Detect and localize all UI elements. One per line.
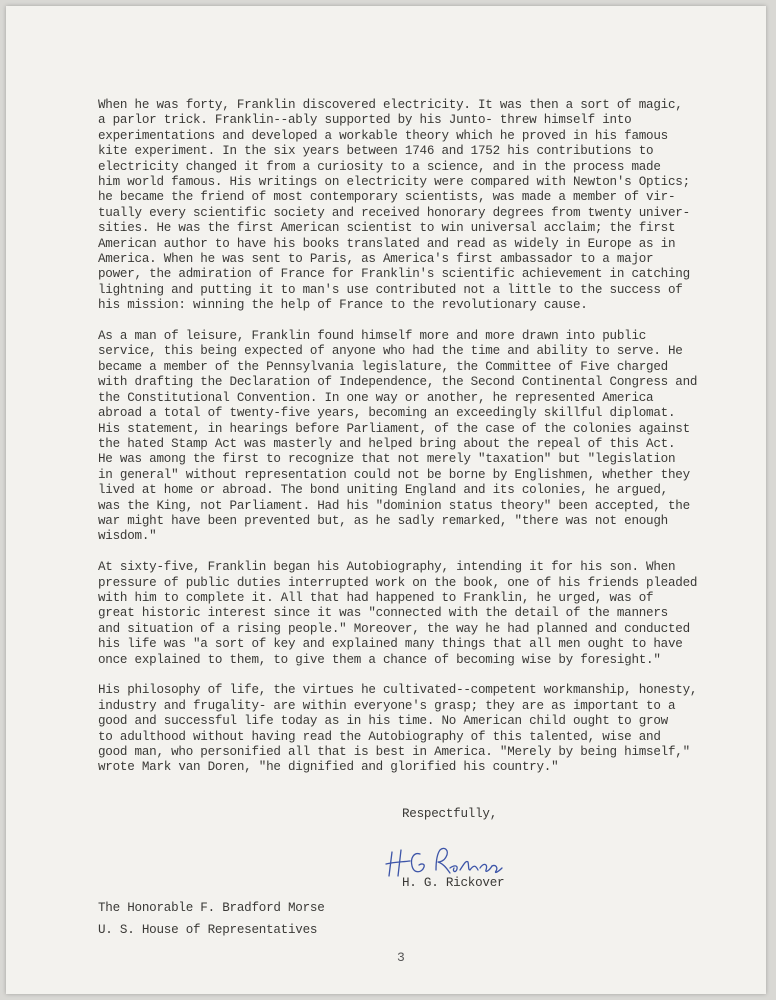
recipient-office: U. S. House of Representatives [98, 923, 318, 937]
paragraph-electricity: When he was forty, Franklin discovered electricity. It was then a sort of magic, a parlor trick. Franklin--ably supported by his Junto- threw himself into experimentations and developed a workable theory which he proved in his famous kite experiment. In the six years between 1746 and 1752 his contributions to electricity changed it from a curiosity to a science, and in the process made him world famous. His writings on electricity were compared with Newton's Optics; he became the friend of most contemporary scientists, was made a member of vir- tually every scientific society and received honorary degrees from twenty univer- sities. He was the first American scientist to win universal acclaim; the first American author to have his books translated and read as widely in Europe as in America. When he was sent to Paris, as America's first ambassador to a major power, the admiration of France for Franklin's scientific achievement in catching lightning and putting it to man's use contributed not a little to the success of his mission: winning the help of France to the revolutionary cause. [98, 98, 690, 313]
paragraph-philosophy: His philosophy of life, the virtues he cultivated--competent workmanship, honesty, industry and frugality- are within everyone's grasp; they are as important to a good and successful life today as in his time. No American child ought to grow to adulthood without having read the Autobiography of this talented, wise and good man, who personified all that is best in America. "Merely by being himself," wrote Mark van Doren, "he dignified and glorified his country." [98, 683, 698, 775]
signer-name: H. G. Rickover [402, 876, 505, 890]
recipient-name: The Honorable F. Bradford Morse [98, 901, 325, 915]
letter-body [98, 98, 728, 791]
paragraph-autobiography: At sixty-five, Franklin began his Autobiography, intending it for his son. When pressure of public duties interrupted work on the book, one of his friends pleaded with him to complete it. All that had happened to Franklin, he urged, was of great historic interest since it was "connected with the detail of the manners and situation of a rising people." Moreover, the way he had planned and conducted his life was "a sort of key and explained many things that all men ought to have once explained to them, to give them a chance of becoming wise by foresight." [98, 560, 698, 667]
paragraph-public-service: As a man of leisure, Franklin found himself more and more drawn into public service, this being expected of anyone who had the time and ability to serve. He became a member of the Pennsylvania legislature, the Committee of Five charged with drafting the Declaration of Independence, the Second Continental Congress and the Constitutional Convention. In one way or another, he represented America abroad a total of twenty-five years, becoming an exceedingly skillful diplomat. His statement, in hearings before Parliament, of the case of the colonies against the hated Stamp Act was masterly and helped bring about the repeal of this Act. He was among the first to recognize that not merely "taxation" but "legislation in general" without representation could not be borne by Englishmen, whether they lived at home or abroad. The bond uniting England and its colonies, he argued, was the King, not Parliament. Had his "dominion status theory" been accepted, the war might have been prevented but, as he sadly remarked, "there was not enough wisdom." [98, 329, 698, 544]
closing: Respectfully, [402, 807, 497, 821]
page-number: 3 [397, 950, 405, 965]
recipient-block [98, 897, 325, 941]
letter-page [6, 6, 766, 994]
